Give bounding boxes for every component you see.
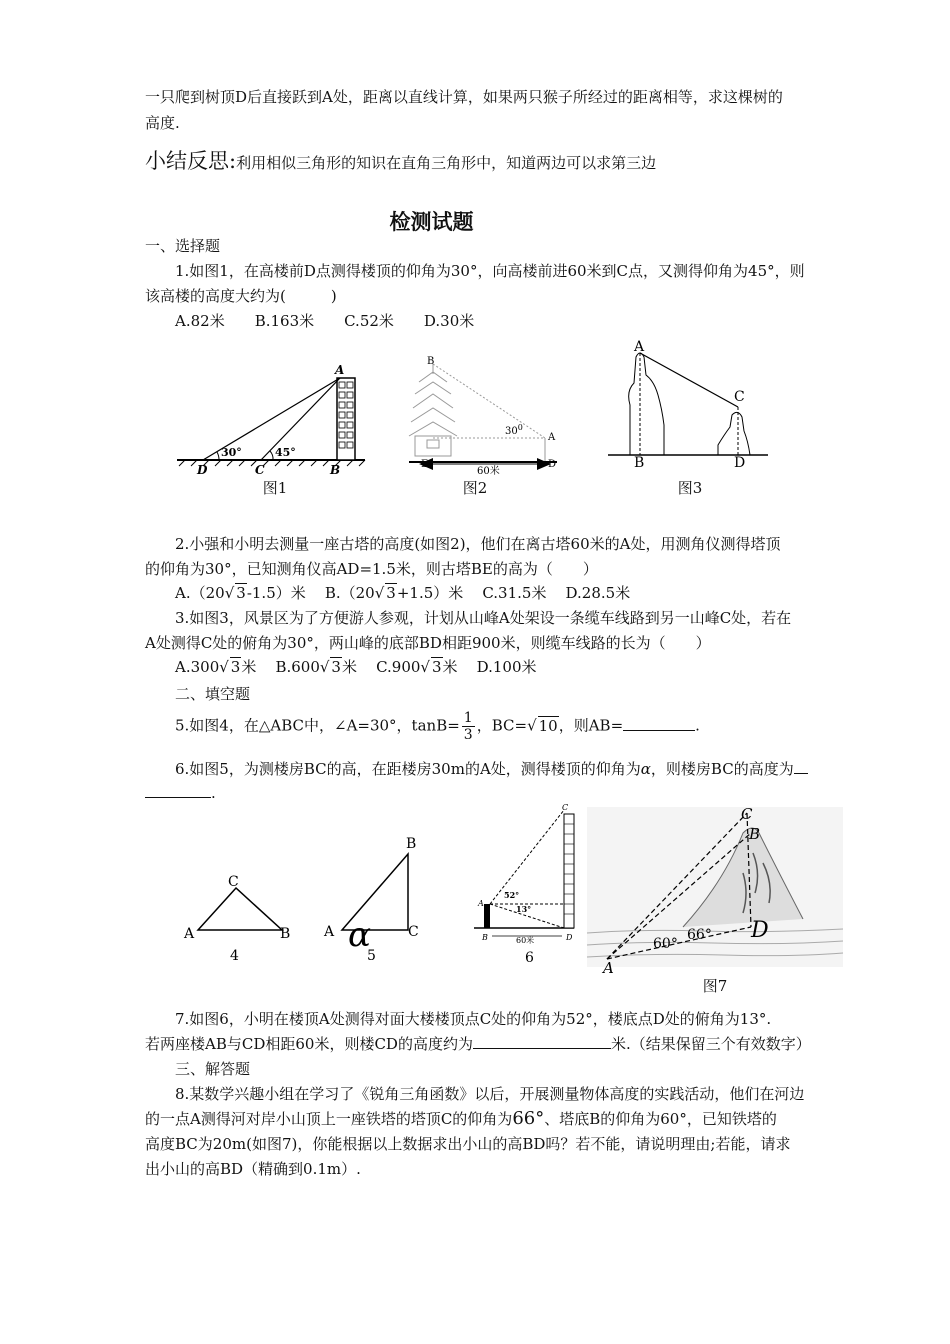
fig3-label-d: D <box>734 455 746 471</box>
fig4-label-b: B <box>280 926 291 942</box>
q5-fraction: $\frac{1}{3}$ <box>463 710 473 743</box>
fig5-label-c: C <box>408 924 419 940</box>
fig3-caption: 图3 <box>677 479 703 497</box>
figure-4 <box>180 870 300 965</box>
fig5-alpha: α <box>348 915 371 955</box>
summary-text: 利用相似三角形的知识在直角三角形中，知道两边可以求第三边 <box>236 154 657 172</box>
summary-colon: : <box>229 149 237 173</box>
q3-options: A.300√ 3米 B.600√ 3米 C.900√ 3米 D.100米 <box>175 658 537 676</box>
fig7-angle-66: 66° <box>687 927 712 943</box>
page-title: 检测试题 <box>389 210 474 234</box>
fig6-caption: 6 <box>525 950 534 966</box>
q3-line-2: A处测得C处的俯角为30°，两山峰的底部BD相距900米，则缆车线路的长为（ ） <box>145 634 711 652</box>
summary-title: 小结反思 <box>145 149 229 173</box>
fig3-label-a: A <box>634 339 645 355</box>
q7-line-1: 7.如图6，小明在楼顶A处测得对面大楼楼顶点C处的仰角为52°，楼底点D处的俯角为13°. <box>175 1010 772 1028</box>
fig7-label-b: B <box>749 825 761 843</box>
fig1-angle-30: 30° <box>221 446 242 459</box>
fig6-angle-13: 13° <box>516 904 532 914</box>
fig1-angle-45: 45° <box>275 446 296 459</box>
fig4-caption: 4 <box>230 948 239 964</box>
section-fill: 二、填空题 <box>175 685 251 703</box>
summary <box>145 145 656 175</box>
q6-line-1: 6.如图5，为测楼房BC的高，在距楼房30m的A处，测得楼顶的仰角为α，则楼房BC的高度为 <box>175 758 808 779</box>
figure-1 <box>175 360 370 475</box>
fig1-label-c: C <box>255 463 265 475</box>
q8-line-3: 高度BC为20m(如图7)，你能根据以上数据求出小山的高BD吗？若不能，请说明理由;若能，请求 <box>145 1135 791 1153</box>
q5-answer-blank[interactable] <box>623 730 695 731</box>
q2-line-2: 的仰角为30°，已知测角仪高AD=1.5米，则古塔BE的高为（ ） <box>145 560 598 578</box>
fig7-label-a: A <box>603 959 614 973</box>
q2-options: A.（20√ 3-1.5）米 B.（20√ 3+1.5）米 C.31.5米 D.28.5米 <box>175 584 631 602</box>
q1-line-1: 1.如图1，在高楼前D点测得楼顶的仰角为30°，向高楼前进60米到C点，又测得仰角为45°，则 <box>175 262 805 280</box>
fig3-label-b: B <box>634 455 645 471</box>
intro-line-1: 一只爬到树顶D后直接跃到A处，距离以直线计算，如果两只猴子所经过的距离相等，求这棵树的 <box>145 88 783 106</box>
fig6-label-b: B <box>482 933 488 942</box>
fig1-label-a: A <box>335 363 345 377</box>
q7-answer-blank[interactable] <box>473 1048 611 1049</box>
q1-options: A.82米 B.163米 C.52米 D.30米 <box>175 312 475 330</box>
q6-line-2: . <box>145 784 216 802</box>
fig6-label-a: A <box>478 899 484 908</box>
fig1-caption: 图1 <box>262 479 288 497</box>
fig2-label-b: B <box>427 356 435 367</box>
q5: 5.如图4，在△ABC中，∠A=30°，tanB= $\frac{1}{3}$ ，BC=√ 10，则AB= . <box>175 710 700 743</box>
figure-5 <box>320 832 430 967</box>
fig2-angle: $30^0$ <box>505 423 523 437</box>
q6-answer-blank[interactable] <box>145 797 211 798</box>
fig5-label-a: A <box>324 924 335 940</box>
q3-line-1: 3.如图3，风景区为了方便游人参观，计划从山峰A处架设一条缆车线路到另一山峰C处，若在 <box>175 609 792 627</box>
fig4-label-c: C <box>228 874 239 890</box>
q8-line-2: 的一点A测得河对岸小山顶上一座铁塔的塔顶C的仰角为66°、塔底B的仰角为60°，已知铁塔的 <box>145 1108 777 1129</box>
fig3-label-c: C <box>734 389 745 405</box>
q8-line-4: 出小山的高BD（精确到0.1m）. <box>145 1160 361 1178</box>
section-answer: 三、解答题 <box>175 1060 251 1078</box>
q8-line-1: 8.某数学兴趣小组在学习了《锐角三角函数》以后，开展测量物体高度的实践活动，他们在河边 <box>175 1085 805 1103</box>
fig2-label-a: A <box>548 432 556 443</box>
figure-6 <box>470 800 580 970</box>
fig2-label-d: D <box>548 459 557 470</box>
q2-line-1: 2.小强和小明去测量一座古塔的高度(如图2)，他们在离古塔60米的A处，用测角仪测得塔顶 <box>175 535 781 553</box>
fig7-angle-60: 60° <box>653 936 678 952</box>
fig6-distance: 60米 <box>516 936 535 945</box>
fig6-angle-52: 52° <box>504 890 520 900</box>
fig2-label-e: E <box>421 459 429 470</box>
fig1-label-d: D <box>197 463 208 475</box>
fig2-distance: 60米 <box>477 466 500 477</box>
section-choice: 一、选择题 <box>145 237 221 255</box>
q1-line-2: 该高楼的高度大约为( ) <box>145 287 337 305</box>
fig7-label-c: C <box>741 805 753 823</box>
fig5-caption: 5 <box>367 948 376 964</box>
fig2-caption: 图2 <box>462 479 488 497</box>
intro-line-2: 高度. <box>145 114 180 132</box>
fig4-label-a: A <box>184 926 195 942</box>
fig7-caption: 图7 <box>702 977 728 995</box>
fig6-label-c: C <box>562 803 569 812</box>
fig1-label-b: B <box>330 463 341 475</box>
fig7-label-d: D <box>751 918 769 943</box>
q7-line-2: 若两座楼AB与CD相距60米，则楼CD的高度约为 米.（结果保留三个有效数字） <box>145 1035 811 1053</box>
fig6-label-d: D <box>566 933 573 942</box>
figure-7 <box>583 803 845 973</box>
fig5-label-b: B <box>406 836 417 852</box>
figure-3 <box>600 335 775 475</box>
figure-2 <box>405 352 565 477</box>
